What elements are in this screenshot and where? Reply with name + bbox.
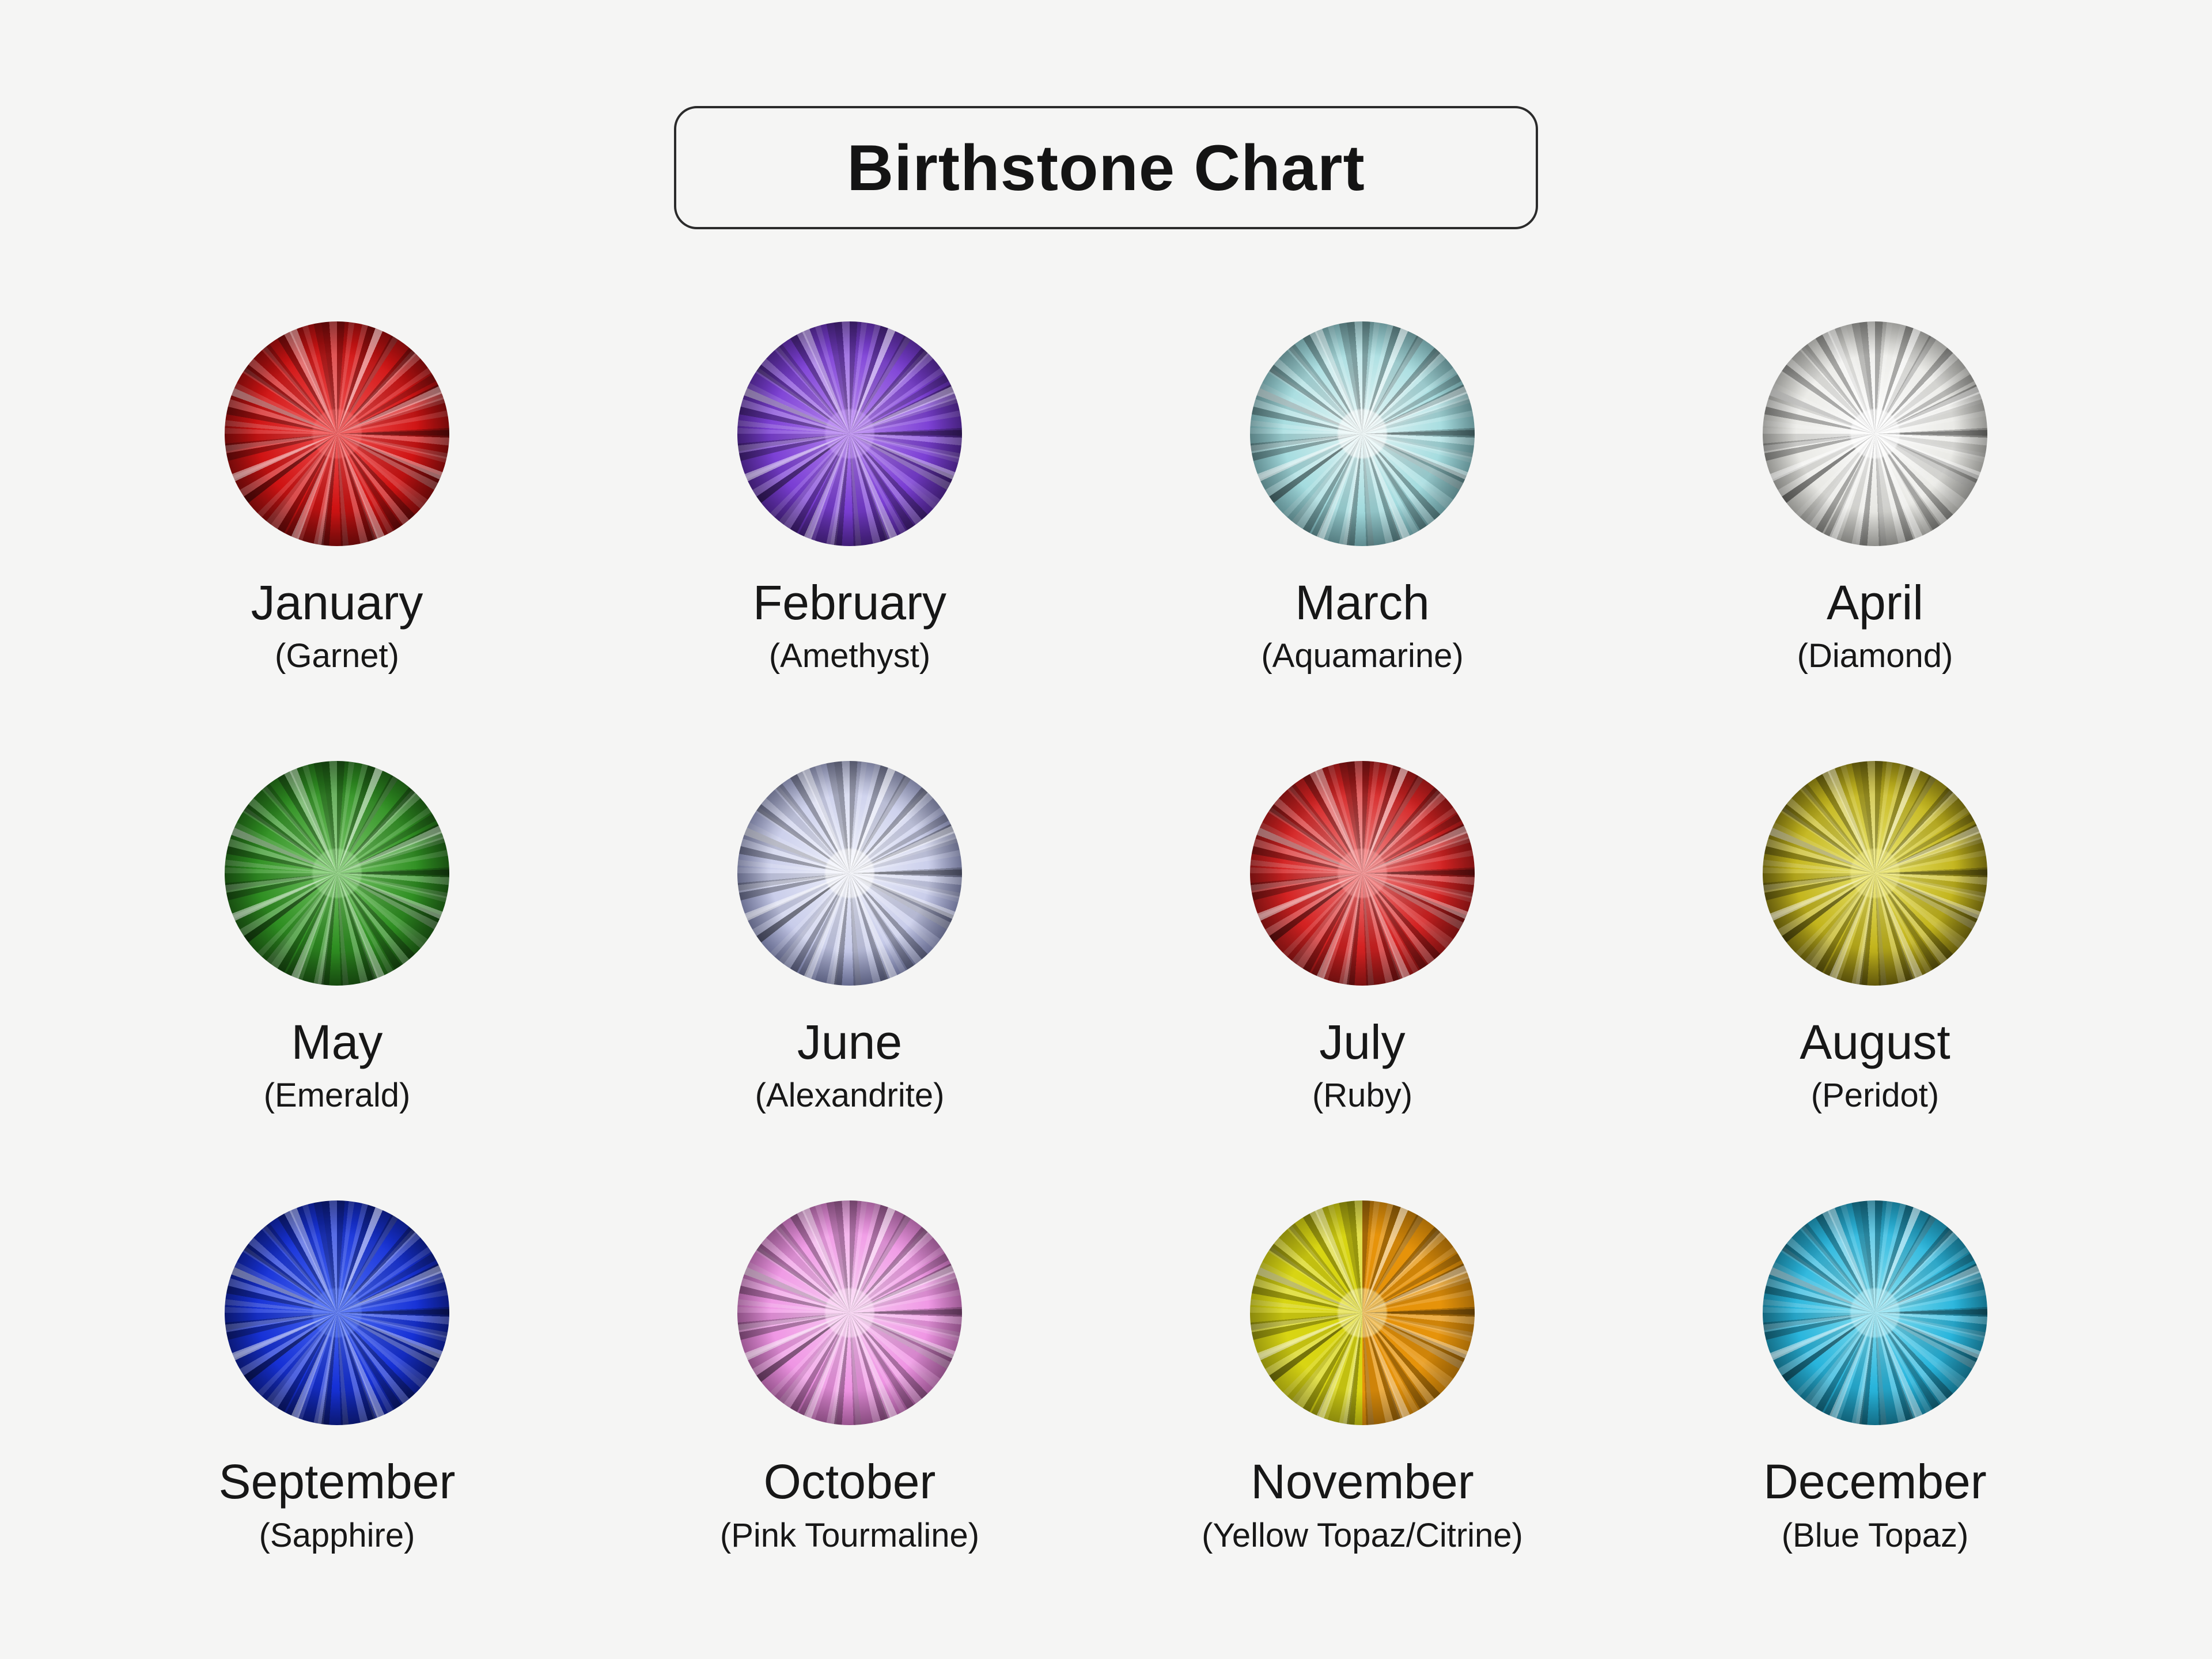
month-label: December: [1763, 1455, 1987, 1509]
aquamarine-gem: [1250, 321, 1475, 546]
month-label: February: [752, 575, 947, 630]
caption: [720, 1425, 979, 1555]
birthstone-item-december: [1763, 1200, 1987, 1555]
caption: [219, 1425, 456, 1555]
caption: [1797, 546, 1953, 676]
amethyst-gem: [737, 321, 962, 546]
diamond-gem: [1763, 321, 1987, 546]
caption: [1261, 546, 1463, 676]
birthstone-item-july: [1250, 761, 1475, 1115]
pink-tourmaline-gem: [737, 1200, 962, 1425]
page-title: Birthstone Chart: [847, 131, 1365, 204]
birthstone-item-january: [225, 321, 449, 676]
month-label: April: [1826, 575, 1924, 630]
stone-label: (Pink Tourmaline): [719, 1516, 980, 1554]
sapphire-gem: [225, 1200, 449, 1425]
caption: [1800, 986, 1950, 1115]
chart-title-box: [674, 106, 1538, 229]
yellow-topaz-citrine-gem: [1250, 1200, 1475, 1425]
peridot-gem: [1763, 761, 1987, 986]
stone-label: (Peridot): [1810, 1077, 1940, 1115]
birthstone-item-february: [737, 321, 962, 676]
caption: [251, 546, 423, 676]
stone-label: (Amethyst): [768, 637, 931, 675]
month-label: June: [797, 1015, 903, 1070]
caption: [1312, 986, 1412, 1115]
birthstone-item-june: [737, 761, 962, 1115]
stone-label: (Yellow Topaz/Citrine): [1202, 1516, 1523, 1554]
birthstone-item-august: [1763, 761, 1987, 1115]
caption: [264, 986, 411, 1115]
caption: [1202, 1425, 1523, 1555]
birthstone-item-september: [219, 1200, 456, 1555]
stone-label: (Blue Topaz): [1781, 1516, 1969, 1554]
stone-label: (Garnet): [275, 637, 399, 675]
month-label: November: [1251, 1455, 1474, 1509]
stone-label: (Alexandrite): [755, 1077, 945, 1115]
month-label: May: [291, 1015, 383, 1070]
garnet-gem: [225, 321, 449, 546]
month-label: September: [218, 1455, 456, 1509]
birthstone-item-october: [720, 1200, 979, 1555]
ruby-gem: [1250, 761, 1475, 986]
stone-label: (Emerald): [263, 1077, 411, 1115]
caption: [753, 546, 946, 676]
caption: [755, 986, 945, 1115]
month-label: January: [251, 575, 423, 630]
month-label: March: [1295, 575, 1430, 630]
stone-label: (Sapphire): [259, 1516, 415, 1554]
birthstone-item-november: [1202, 1200, 1523, 1555]
stone-label: (Ruby): [1312, 1077, 1413, 1115]
month-label: October: [763, 1455, 936, 1509]
month-label: August: [1800, 1015, 1950, 1070]
birthstone-grid: [81, 321, 2131, 1555]
stone-label: (Aquamarine): [1261, 637, 1464, 675]
alexandrite-gem: [737, 761, 962, 986]
month-label: July: [1319, 1015, 1406, 1070]
emerald-gem: [225, 761, 449, 986]
birthstone-item-may: [225, 761, 449, 1115]
birthstone-item-april: [1763, 321, 1987, 676]
blue-topaz-gem: [1763, 1200, 1987, 1425]
stone-label: (Diamond): [1797, 637, 1953, 675]
birthstone-item-march: [1250, 321, 1475, 676]
caption: [1763, 1425, 1986, 1555]
